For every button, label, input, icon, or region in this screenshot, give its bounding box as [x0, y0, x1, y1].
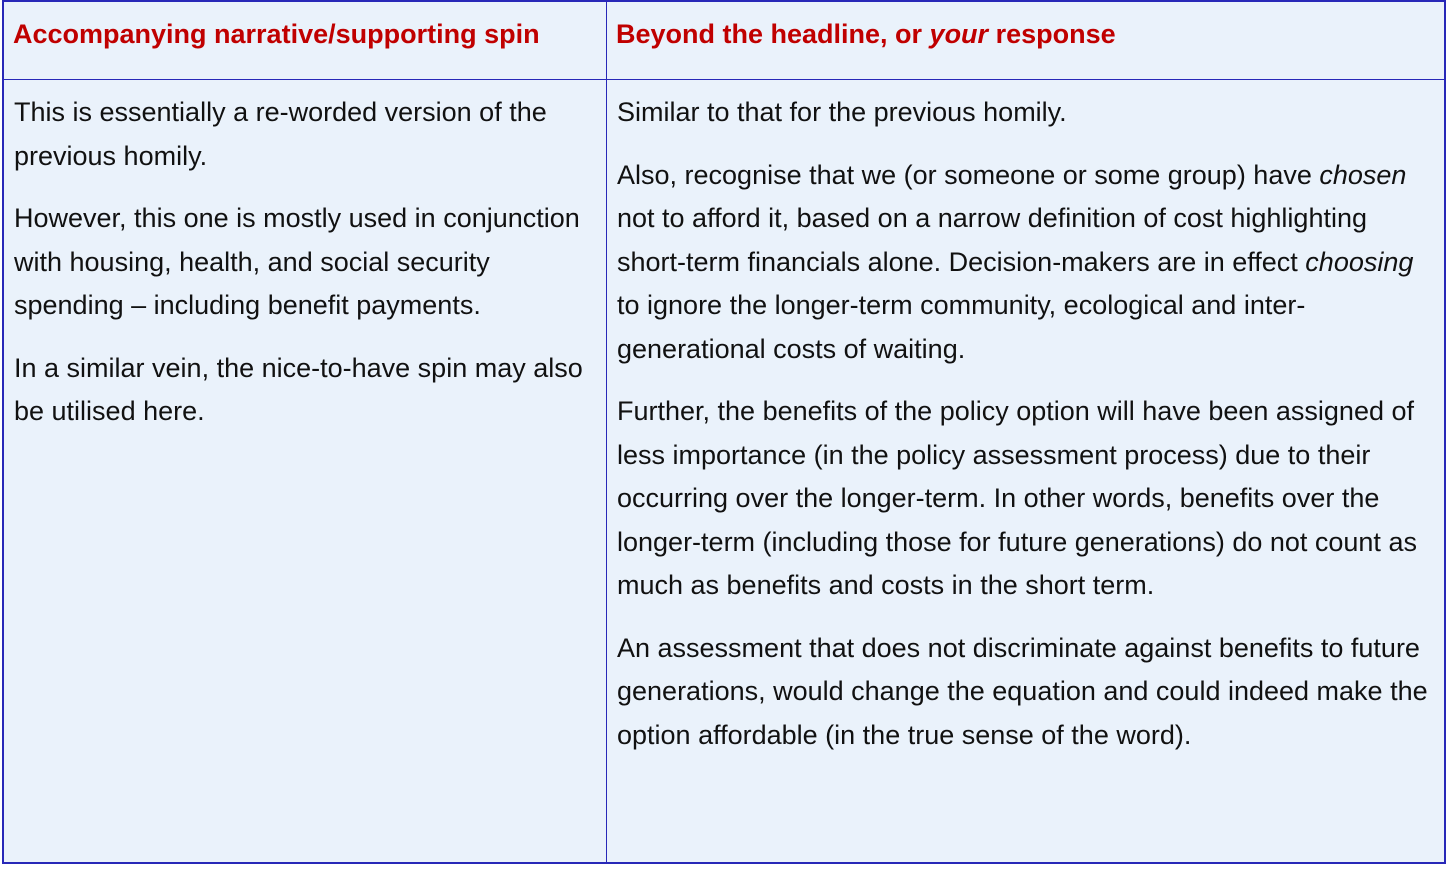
right-header-cell [607, 2, 1444, 80]
right-body-cell [607, 80, 1444, 862]
left-paragraph-2: However, this one is mostly used in conjunction with housing, health, and social security spending – including benefit payments. [14, 203, 580, 320]
left-header-cell [4, 2, 607, 80]
right-paragraph-3: Further, the benefits of the policy option will have been assigned of less importance (in the policy assessment process) due to their occurring over the longer-term. In other words, benefits over the longer-term (including those for future generations) do not count as much as benefits and costs in the short term. [617, 396, 1417, 600]
right-paragraph-2 [617, 154, 1434, 372]
left-paragraph-1: This is essentially a re-worded version of the previous homily. [14, 97, 547, 171]
left-paragraph-3: In a similar vein, the nice-to-have spin may also be utilised here. [14, 352, 583, 426]
right-heading-emphasis: your [929, 19, 989, 49]
right-p2-part-2: not to afford it, based on a narrow definition of cost highlighting short-term financials alone. Decision-makers are in effect [617, 203, 1367, 277]
right-p2-emphasis-choosing: choosing [1305, 246, 1414, 277]
right-paragraph-1: Similar to that for the previous homily. [617, 97, 1067, 127]
right-column-heading [616, 16, 1434, 52]
homily-table [2, 0, 1446, 864]
right-heading-start: Beyond the headline, or [616, 19, 930, 49]
left-body-cell [4, 80, 607, 862]
right-p2-emphasis-chosen: chosen [1319, 159, 1407, 190]
right-p2-part-3: to ignore the longer-term community, ecological and inter-generational costs of waiting. [617, 290, 1306, 364]
left-column-heading: Accompanying narrative/supporting spin [13, 19, 540, 49]
right-paragraph-4: An assessment that does not discriminate against benefits to future generations, would change the equation and could indeed make the option affordable (in the true sense of the word). [617, 632, 1428, 750]
right-heading-end: response [988, 19, 1116, 49]
right-p2-part-1: Also, recognise that we (or someone or some group) have [617, 159, 1320, 190]
